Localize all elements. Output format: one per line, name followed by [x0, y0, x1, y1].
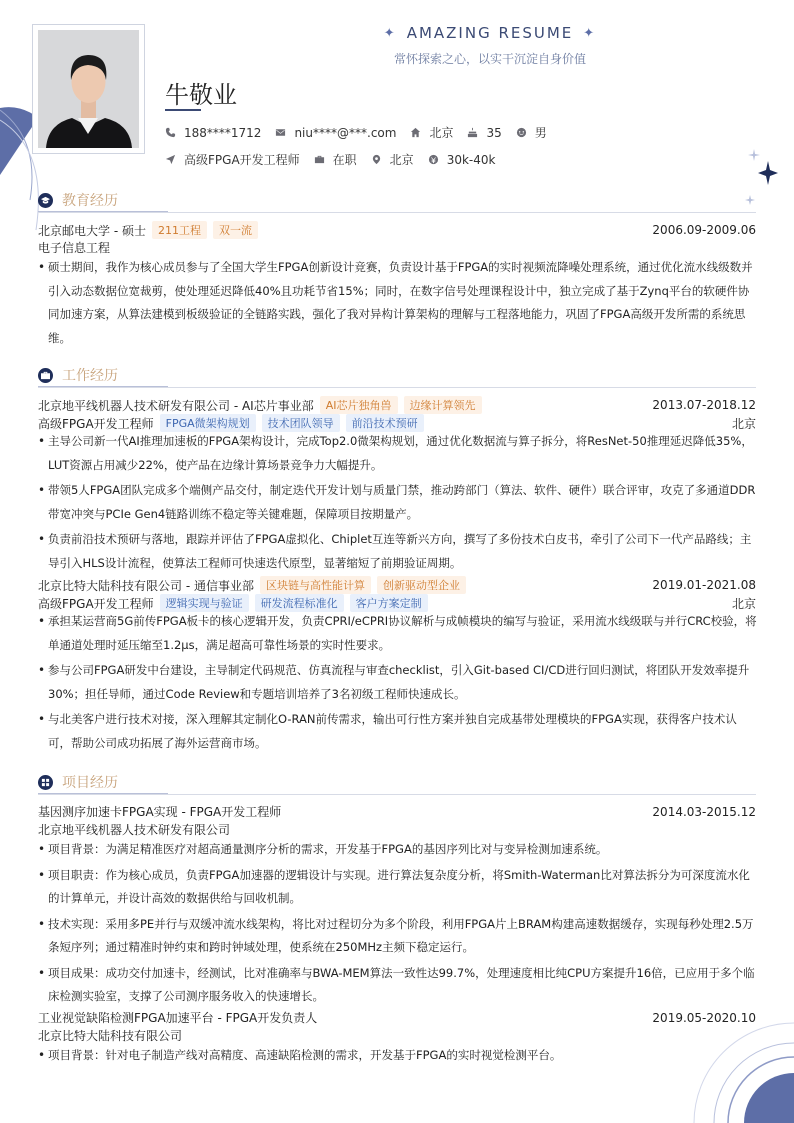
section-title-project: 项目经历 [62, 775, 118, 791]
school-tag: 211工程 [152, 221, 207, 239]
briefcase-icon [41, 371, 50, 380]
school-name: 北京邮电大学 - 硕士 [38, 223, 146, 238]
location-value: 北京 [429, 126, 454, 140]
project-date: 2014.03-2015.12 [652, 804, 756, 819]
section-title-education: 教育经历 [62, 193, 118, 209]
section-title-work: 工作经历 [62, 368, 118, 384]
list-item: • 硕士期间，我作为核心成员参与了全国大学生FPGA创新设计竞赛，负责设计基于FPGA的实时视频流降噪处理系统，通过优化流水线级数并引入动态数据位宽裁剪，使处理延迟降低40%且功耗节省15%；同时，在数字信号处理课程设计中，独立完成了基于Zynq平台的软硬件协同加速方案，从算法建模到板级验证的全链路实践，强化了我对异构计算架构的理解与工程落地能力，巩固了FPGA高级开发所需的系统思维。 [38, 256, 758, 350]
skill-tag: 技术团队领导 [262, 414, 340, 432]
company-name: 北京地平线机器人技术研发有限公司 - AI芯片事业部 [38, 398, 314, 413]
profile-photo-frame [32, 24, 145, 154]
list-item: • 与北美客户进行技术对接，深入理解其定制化O-RAN前传需求，输出可行性方案并独自完成基带处理模块的FPGA实现，获得客户技术认可，帮助公司成功拓展了海外运营商市场。 [38, 708, 758, 755]
project-bullets [38, 838, 758, 1011]
decor-stars [740, 145, 780, 210]
profile-photo [38, 30, 139, 148]
work-bullets [38, 430, 758, 577]
star-icon: ✦ [583, 25, 597, 41]
banner [380, 24, 600, 67]
work-city: 北京 [731, 416, 756, 431]
list-item: • 项目背景：针对电子制造产线对高精度、高速缺陷检测的需求，开发基于FPGA的实时视觉检测平台。 [38, 1044, 758, 1068]
position-value: 高级FPGA开发工程师 [184, 153, 300, 167]
education-date: 2006.09-2009.06 [652, 223, 756, 237]
gender-value: 男 [534, 126, 547, 140]
cake-icon [467, 127, 478, 138]
project-name: 基因测序加速卡FPGA实现 - FPGA开发工程师 [38, 805, 282, 819]
project-org-row [38, 821, 756, 838]
work-date: 2013.07-2018.12 [652, 398, 756, 412]
briefcase-icon [314, 154, 325, 165]
job-title: 高级FPGA开发工程师 [38, 596, 154, 611]
skill-tag: 客户方案定制 [350, 594, 428, 612]
company-name: 北京比特大陆科技有限公司 - 通信事业部 [38, 578, 254, 593]
company-tag: AI芯片独角兽 [320, 396, 398, 414]
phone-value: 188****1712 [184, 125, 262, 140]
skill-tag: FPGA微架构规划 [160, 414, 256, 432]
smile-icon [516, 127, 527, 138]
list-item: • 负责前沿技术预研与落地，跟踪并评估了FPGA虚拟化、Chiplet互连等新兴方向，撰写了多份技术白皮书，牵引了公司下一代产品路线；主导引入HLS设计流程，使算法工程师可快速迭代原型，显著缩短了前期验证周期。 [38, 528, 758, 575]
list-item: • 承担某运营商5G前传FPGA板卡的核心逻辑开发，负责CPRI/eCPRI协议解析与成帧模块的编写与验证，采用流水线级联与并行CRC校验，将单通道处理时延压缩至1.2μs，满足超高可靠性场景的实时性要求。 [38, 610, 758, 657]
work-date: 2019.01-2021.08 [652, 578, 756, 592]
company-tag: 创新驱动型企业 [377, 576, 466, 594]
send-icon [165, 154, 176, 165]
status-value: 在职 [332, 153, 357, 167]
school-tag: 双一流 [213, 221, 258, 239]
project-bullets [38, 1044, 758, 1070]
project-org: 北京地平线机器人技术研发有限公司 [38, 823, 231, 837]
skill-tag: 前沿技术预研 [346, 414, 424, 432]
list-item: • 技术实现：采用多PE并行与双缓冲流水线架构，将比对过程切分为多个阶段，利用FPGA片上BRAM构建高速数据缓存，实现每秒处理2.5万条短序列；通过精准时钟约束和跨时钟域处理，使系统在250MHz主频下稳定运行。 [38, 913, 758, 960]
skill-tag: 逻辑实现与验证 [160, 594, 249, 612]
grad-cap-icon [41, 196, 50, 205]
project-org: 北京比特大陆科技有限公司 [38, 1029, 183, 1043]
section-divider [38, 794, 756, 795]
list-item: • 参与公司FPGA研发中台建设，主导制定代码规范、仿真流程与审查checklist，引入Git-based CI/CD进行回归测试，将团队开发效率提升30%；担任导师，通过Code Review和专题培训培养了3名初级工程师快速成长。 [38, 659, 758, 706]
project-org-row [38, 1027, 756, 1044]
list-item: • 项目背景：为满足精准医疗对超高通量测序分析的需求，开发基于FPGA的基因序列比对与变异检测加速系统。 [38, 838, 758, 862]
section-project-header [38, 772, 118, 792]
project-entry-header [38, 1009, 756, 1026]
skill-tag: 研发流程标准化 [255, 594, 344, 612]
section-divider [38, 212, 756, 213]
work-entry-header [38, 576, 756, 594]
city-value: 北京 [389, 153, 414, 167]
list-item: • 项目职责：作为核心成员，负责FPGA加速器的逻辑设计与实现。进行算法复杂度分析，将Smith-Waterman比对算法拆分为可深度流水化的计算单元，并设计高效的数据供给与回收机制。 [38, 864, 758, 911]
banner-title: AMAZING RESUME [406, 24, 574, 42]
list-item: • 带领5人FPGA团队完成多个端侧产品交付，制定迭代开发计划与质量门禁，推动跨部门（算法、软件、硬件）联合评审，攻克了多通道DDR带宽冲突与PCIe Gen4链路训练不稳定等关键难题，保障项目按期量产。 [38, 479, 758, 526]
work-bullets [38, 610, 758, 757]
section-education-header [38, 190, 118, 210]
project-date: 2019.05-2020.10 [652, 1010, 756, 1025]
phone-icon [165, 127, 176, 138]
home-icon [410, 127, 421, 138]
candidate-name: 牛敬业 [165, 81, 237, 109]
contact-row [165, 124, 561, 141]
project-name: 工业视觉缺陷检测FPGA加速平台 - FPGA开发负责人 [38, 1011, 318, 1025]
work-entry-header [38, 396, 756, 414]
section-work-header [38, 365, 118, 385]
job-title: 高级FPGA开发工程师 [38, 416, 154, 431]
major: 电子信息工程 [38, 241, 111, 255]
coin-icon [428, 154, 439, 165]
section-divider [38, 387, 756, 388]
name-underline [165, 109, 201, 111]
company-tag: 区块链与高性能计算 [260, 576, 371, 594]
company-tag: 边缘计算领先 [404, 396, 482, 414]
work-city: 北京 [731, 596, 756, 611]
job-intent-row [165, 151, 509, 168]
age-value: 35 [486, 125, 502, 140]
banner-subtitle: 常怀探索之心，以实干沉淀自身价值 [393, 52, 586, 66]
education-bullets [38, 256, 758, 352]
email-value: niu****@***.com [294, 125, 397, 140]
pin-icon [371, 154, 382, 165]
project-entry-header [38, 803, 756, 820]
mail-icon [275, 127, 286, 138]
grid-icon [41, 778, 50, 787]
list-item: • 主导公司新一代AI推理加速板的FPGA架构设计，完成Top2.0微架构规划，通过优化数据流与算子拆分，将ResNet-50推理延迟降低35%，LUT资源占用减少22%，使产品在边缘计算场景竞争力大幅提升。 [38, 430, 758, 477]
education-major-row [38, 239, 756, 256]
education-entry-header [38, 221, 756, 239]
star-icon: ✦ [383, 25, 397, 41]
salary-value: 30k-40k [446, 152, 496, 167]
list-item: • 项目成果：成功交付加速卡，经测试，比对准确率与BWA-MEM算法一致性达99.7%，处理速度相比纯CPU方案提升16倍，已应用于多个临床检测实验室，支撑了公司测序服务收入的快速增长。 [38, 962, 758, 1009]
